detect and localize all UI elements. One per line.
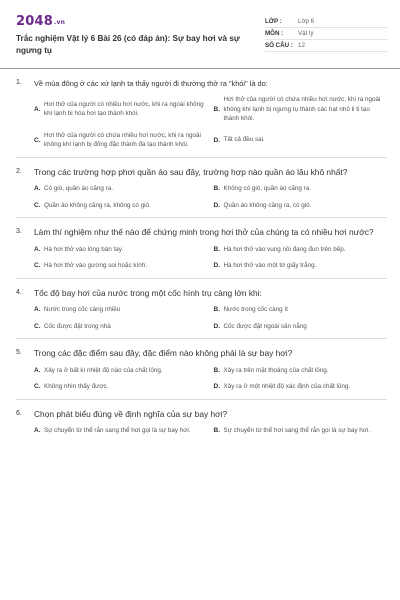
answer-option-b[interactable] (214, 95, 388, 124)
answer-option-d[interactable] (214, 261, 388, 271)
answer-options (16, 95, 387, 157)
option-letter: D. (213, 136, 220, 144)
answer-option-c[interactable] (34, 261, 208, 271)
meta-value: Vật lý (298, 30, 314, 37)
answer-option-a[interactable] (34, 245, 208, 255)
meta-key: MÔN : (265, 30, 284, 37)
answer-option-b[interactable] (214, 366, 388, 376)
answer-option-d[interactable] (214, 322, 388, 332)
option-text: Tất cả đều sai. (223, 136, 265, 144)
option-text: Quần áo không căng ra, không có gió. (44, 201, 151, 209)
answer-option-a[interactable] (34, 305, 208, 315)
question-number: 2. (16, 167, 22, 175)
meta-value: 12 (298, 42, 305, 49)
option-letter: D. (213, 322, 220, 330)
question-2 (16, 166, 387, 219)
option-letter: A. (34, 366, 41, 374)
option-text: Hơi thở của người có chứa nhiều hơi nước, khi ra ngoài không khí lạnh bị ngưng tụ thành các hạt nhỏ li ti tạo thành khói. (223, 96, 381, 122)
option-letter: D. (213, 201, 220, 209)
answer-option-c[interactable] (34, 322, 208, 332)
question-text: Tốc độ bay hơi của nước trong một cốc hình trụ càng lớn khi: (34, 287, 262, 298)
page-header (16, 14, 387, 64)
option-text: Xảy ra ở bất kì nhiệt độ nào của chất lỏng. (44, 366, 163, 374)
question-number: 6. (16, 409, 22, 417)
option-text: Hơi thở của người có chứa nhiều hơi nước, khi ra ngoài không khí lạnh bị đông đặc thành đá tạo thành khói. (44, 131, 201, 148)
option-letter: A. (34, 185, 41, 193)
option-letter: B. (213, 306, 220, 314)
option-letter: A. (34, 245, 41, 253)
question-4 (16, 287, 387, 340)
answer-options (16, 305, 387, 338)
option-text: Hà hơi thở vào vung nồi đang đun trên bếp. (223, 245, 346, 253)
option-letter: D. (213, 383, 220, 391)
question-number: 4. (16, 288, 22, 296)
question-text: Làm thí nghiệm như thế nào để chứng minh trong hơi thở của chúng ta có nhiều hơi nước? (34, 227, 374, 237)
meta-key: LỚP : (265, 18, 282, 25)
question-1 (16, 78, 387, 158)
question-text: Trong các trường hợp phơi quần áo sau đây, trường hợp nào quần áo lâu khô nhất? (34, 166, 348, 177)
option-text: Không có gió, quần áo căng ra. (223, 185, 312, 192)
option-letter: C. (34, 322, 41, 330)
answer-options (16, 426, 387, 443)
meta-row-count (265, 40, 387, 52)
meta-value: Lớp 6 (298, 18, 315, 25)
meta-table (265, 16, 387, 52)
option-letter: D. (213, 262, 220, 270)
option-letter: A. (34, 306, 41, 314)
option-text: Quần áo không căng ra, có gió. (223, 201, 312, 209)
question-3 (16, 226, 387, 279)
option-letter: C. (34, 262, 41, 270)
option-text: Hà hơi thở vào lòng bàn tay. (44, 245, 124, 253)
site-logo[interactable] (16, 14, 265, 29)
question-6 (16, 408, 387, 443)
answer-option-a[interactable] (34, 366, 208, 376)
answer-option-b[interactable] (214, 426, 388, 436)
answer-option-b[interactable] (214, 184, 388, 194)
question-text: Về mùa đông ở các xứ lạnh ta thấy người đi thường thở ra "khói" là do: (34, 79, 268, 88)
option-text: Nước trong cốc càng nhiều (44, 306, 121, 313)
option-text: Nước trong cốc càng ít (223, 306, 288, 313)
option-letter: A. (34, 105, 41, 113)
answer-option-d[interactable] (214, 382, 388, 392)
option-letter: B. (213, 105, 220, 113)
meta-key: SỐ CÂU : (265, 42, 293, 49)
option-letter: B. (213, 427, 220, 435)
option-text: Xảy ra ở một nhiệt độ xác định của chất lỏng. (223, 383, 351, 390)
question-number: 3. (16, 228, 22, 235)
answer-option-b[interactable] (214, 305, 388, 315)
answer-option-d[interactable] (214, 201, 388, 211)
option-letter: C. (34, 383, 41, 391)
logo-suffix: .vn (53, 19, 66, 26)
option-text: Cốc được đặt trong nhà (44, 322, 111, 330)
option-text: Hơi thở của người có nhiều hơi nước, khi ra ngoài không khí lạnh bị hóa hơi tạo thành khói. (44, 100, 204, 118)
meta-row-class (265, 16, 387, 28)
meta-row-subject (265, 28, 387, 40)
answer-options (16, 184, 387, 217)
question-5 (16, 347, 387, 400)
option-letter: C. (34, 201, 41, 209)
answer-options (16, 366, 387, 399)
option-text: Sự chuyển từ thể hơi sang thể rắn gọi là sự bay hơi. (223, 427, 371, 434)
answer-option-c[interactable] (34, 201, 208, 211)
option-letter: B. (213, 185, 220, 193)
question-list (16, 78, 387, 451)
answer-option-d[interactable] (214, 131, 388, 150)
question-text: Chọn phát biểu đúng về định nghĩa của sự bay hơi? (34, 408, 228, 419)
option-letter: B. (213, 366, 220, 374)
question-text: Trong các đặc điểm sau đây, đặc điểm nào không phải là sự bay hơi? (34, 348, 293, 358)
question-number: 5. (16, 349, 22, 356)
header-divider (0, 68, 400, 69)
answer-option-c[interactable] (34, 382, 208, 392)
option-text: Hà hơi thở vào một tờ giấy trắng. (223, 262, 317, 269)
answer-option-a[interactable] (34, 95, 208, 124)
option-letter: C. (34, 136, 41, 144)
option-text: Sự chuyển từ thể rắn sang thể hơi gọi là sự bay hơi. (44, 427, 191, 434)
logo-text: 2048 (16, 14, 53, 29)
answer-option-c[interactable] (34, 131, 208, 150)
option-text: Cốc được đặt ngoài sân nắng (223, 322, 307, 330)
brand-block (16, 14, 265, 57)
answer-option-a[interactable] (34, 184, 208, 194)
option-letter: B. (213, 245, 220, 253)
page-title: Trắc nghiệm Vật lý 6 Bài 26 (có đáp án): Sự bay hơi và sự ngưng tụ (16, 34, 240, 55)
answer-option-b[interactable] (214, 245, 388, 255)
option-text: Không nhìn thấy được. (44, 383, 109, 390)
answer-option-a[interactable] (34, 426, 208, 436)
option-letter: A. (34, 427, 41, 435)
question-number: 1. (16, 79, 22, 86)
option-text: Xảy ra trên mặt thoáng của chất lỏng. (223, 366, 329, 374)
option-text: Hà hơi thở vào gương soi hoặc kính. (44, 262, 148, 269)
option-text: Có gió, quần áo căng ra. (44, 185, 113, 192)
answer-options (16, 245, 387, 278)
